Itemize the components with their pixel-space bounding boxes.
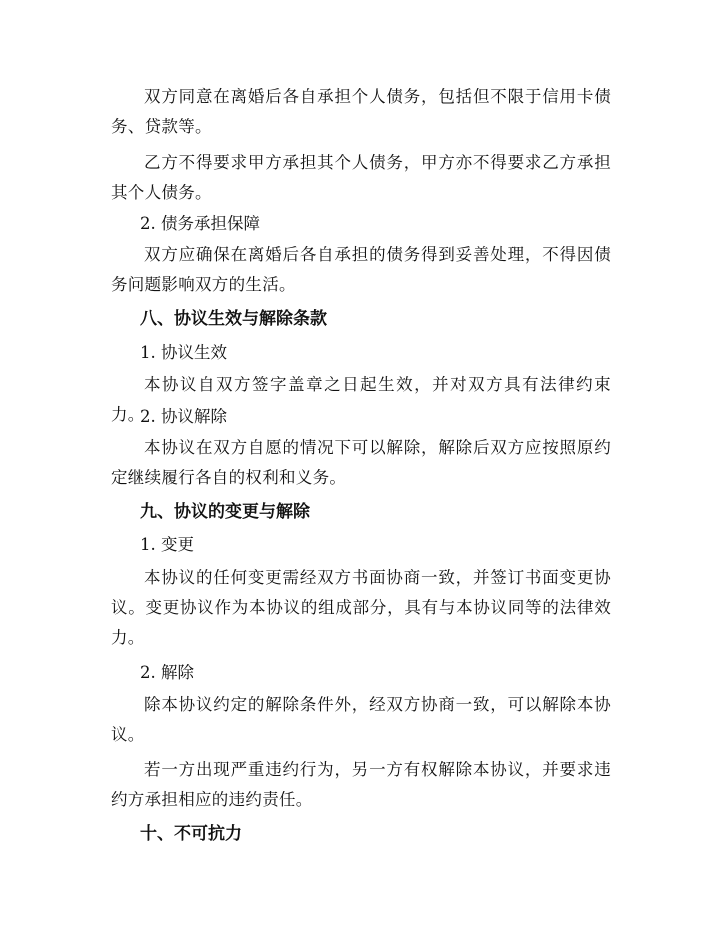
item-rescind: 2. 解除 <box>140 663 194 682</box>
paragraph-personal-debts: 双方同意在离婚后各自承担个人债务，包括但不限于信用卡债务、贷款等。 <box>111 87 611 136</box>
heading-section-10: 十、不可抗力 <box>140 824 242 844</box>
paragraph-rescind-consensus: 除本协议约定的解除条件外，经双方协商一致，可以解除本协议。 <box>111 695 611 744</box>
paragraph-change: 本协议的任何变更需经双方书面协商一致，并签订书面变更协议。变更协议作为本协议的组成部分，具有与本协议同等的法律效力。 <box>111 568 611 647</box>
paragraph-no-demand-debts: 乙方不得要求甲方承担其个人债务，甲方亦不得要求乙方承担其个人债务。 <box>111 153 611 202</box>
item-change: 1. 变更 <box>140 535 194 554</box>
paragraph-termination: 本协议在双方自愿的情况下可以解除，解除后双方应按照原约定继续履行各自的权利和义务。 <box>111 438 611 487</box>
paragraph-rescind-breach: 若一方出现严重违约行为，另一方有权解除本协议，并要求违约方承担相应的违约责任。 <box>111 760 611 809</box>
item-agreement-effective: 1. 协议生效 <box>140 343 227 362</box>
paragraph-debt-guarantee: 双方应确保在离婚后各自承担的债务得到妥善处理，不得因债务问题影响双方的生活。 <box>111 245 611 294</box>
item-agreement-termination: 2. 协议解除 <box>140 407 227 426</box>
item-debt-guarantee: 2. 债务承担保障 <box>140 214 260 233</box>
paragraph-effective: 本协议自双方签字盖章之日起生效，并对双方具有法律约束力。 <box>111 375 611 424</box>
heading-section-9: 九、协议的变更与解除 <box>140 502 310 522</box>
heading-section-8: 八、协议生效与解除条款 <box>140 309 327 329</box>
